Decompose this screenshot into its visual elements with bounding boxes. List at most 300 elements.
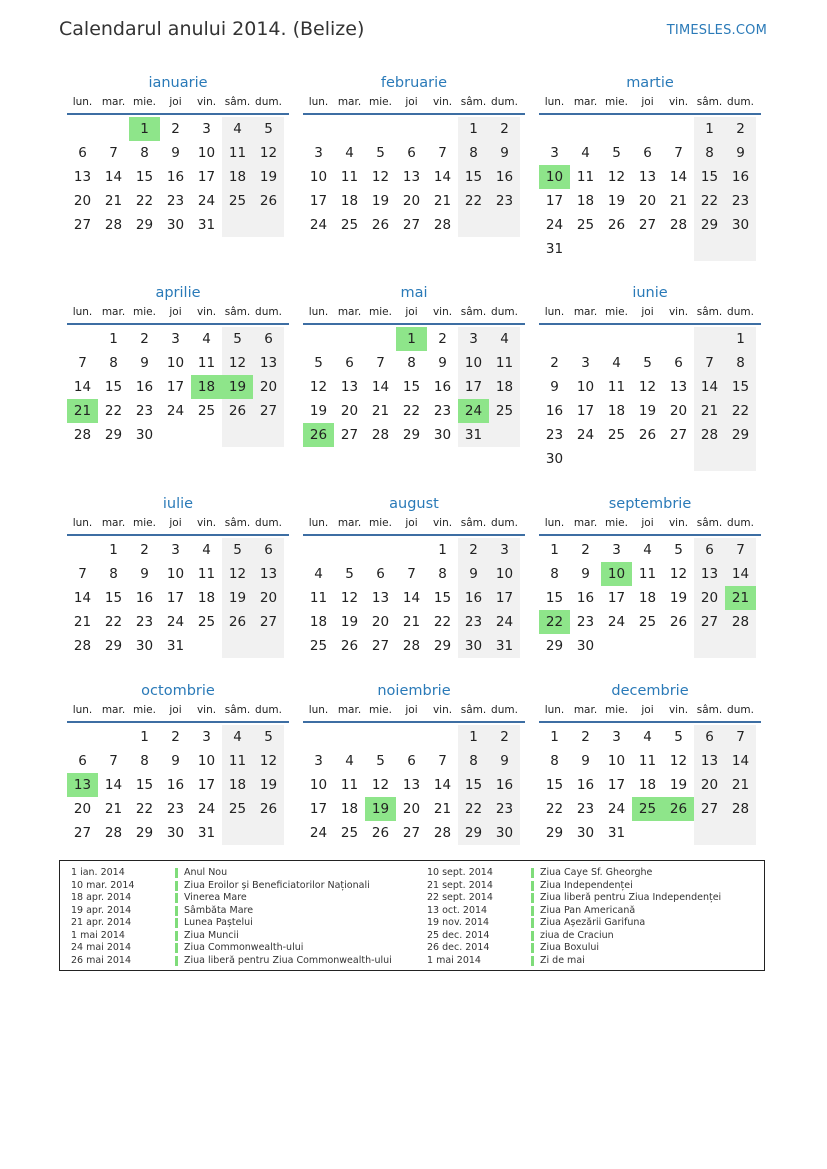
day-cell: 12 [340,590,359,606]
legend-date: 10 sept. 2014 [427,867,493,878]
day-cell: 29 [402,427,421,443]
day-empty [303,538,334,562]
day-cell: 14 [725,749,756,773]
day-empty [632,237,663,261]
day-empty [539,327,570,351]
day-empty [396,117,427,141]
day-cell: 8 [109,566,118,582]
day-cell: 15 [433,590,452,606]
day-cell-holiday: 1 [129,117,160,141]
day-cell: 4 [643,542,652,558]
legend-holiday-name: Ziua Caye Sf. Gheorghe [540,867,653,878]
day-cell: 8 [725,351,756,375]
day-empty [253,423,284,447]
day-cell: 21 [433,193,452,209]
day-cell: 17 [458,375,489,399]
day-cell: 25 [607,427,626,443]
day-cell: 23 [545,427,564,443]
day-cell: 11 [222,749,253,773]
weekday-label: lun. [72,306,93,318]
day-cell: 17 [607,590,626,606]
day-cell: 10 [458,351,489,375]
month-name: noiembrie [377,683,451,699]
day-cell: 17 [166,379,185,395]
month-februarie [303,72,525,237]
weekday-label: mar. [337,96,362,108]
day-empty [458,213,489,237]
weekday-label: joi [641,306,654,318]
legend-holiday-name: Ziua Eroilor și Beneficiatorilor Naționali [184,879,370,891]
day-cell: 28 [104,217,123,233]
day-cell: 17 [607,777,626,793]
day-cell: 29 [135,825,154,841]
day-empty [694,327,725,351]
day-cell: 21 [104,801,123,817]
day-cell: 14 [694,375,725,399]
weekday-label: lun. [308,517,329,529]
day-cell: 13 [253,562,284,586]
day-cell-holiday: 10 [539,165,570,189]
weekday-label: dum. [255,517,282,529]
weekday-label: dum. [491,306,518,318]
day-empty [253,213,284,237]
day-cell: 8 [407,355,416,371]
day-cell: 26 [253,189,284,213]
legend-marker [175,893,178,903]
weekday-label: sâm. [224,306,251,318]
day-cell: 2 [171,729,180,745]
legend-date: 21 apr. 2014 [71,917,132,928]
day-empty [632,634,663,658]
day-cell: 29 [545,825,564,841]
day-cell: 8 [109,355,118,371]
weekday-label: lun. [544,96,565,108]
day-empty [601,447,632,471]
day-grid [303,117,525,237]
day-empty [632,447,663,471]
day-empty [98,725,129,749]
day-cell: 9 [581,753,590,769]
day-cell: 19 [253,773,284,797]
legend-holiday-name: Ziua Pan Americană [540,904,636,916]
weekday-label: lun. [544,306,565,318]
day-empty [222,821,253,845]
day-cell: 25 [489,399,520,423]
weekday-label: mie. [133,517,156,529]
weekday-label: dum. [491,517,518,529]
day-cell: 17 [197,777,216,793]
day-cell: 10 [166,566,185,582]
day-cell: 12 [253,749,284,773]
month-name: septembrie [608,496,692,512]
day-cell: 20 [669,403,688,419]
weekday-label: mar. [337,306,362,318]
legend-marker [175,931,178,941]
day-empty [539,117,570,141]
day-cell: 1 [140,729,149,745]
day-cell: 14 [433,169,452,185]
day-cell: 1 [550,729,559,745]
month-aprilie [67,282,289,447]
day-cell: 23 [135,614,154,630]
day-empty [98,117,129,141]
day-cell: 6 [674,355,683,371]
day-cell: 27 [694,610,725,634]
legend-marker [531,918,534,928]
day-cell: 13 [73,169,92,185]
day-cell: 29 [545,638,564,654]
day-cell: 27 [402,217,421,233]
day-cell: 11 [197,355,216,371]
day-cell: 4 [489,327,520,351]
day-empty [725,447,756,471]
day-cell: 15 [725,375,756,399]
day-cell: 30 [576,825,595,841]
day-cell: 12 [669,753,688,769]
weekday-label: sâm. [224,517,251,529]
day-cell: 6 [253,327,284,351]
weekday-label: mie. [133,704,156,716]
day-empty [663,327,694,351]
day-cell: 28 [402,638,421,654]
day-cell: 1 [694,117,725,141]
day-cell: 26 [607,217,626,233]
day-cell: 4 [345,145,354,161]
day-empty [365,725,396,749]
legend-row [427,955,721,968]
day-empty [365,117,396,141]
legend-date: 1 mai 2014 [427,954,481,966]
day-cell: 2 [489,725,520,749]
legend-date: 21 sept. 2014 [427,879,493,891]
day-empty [725,634,756,658]
day-cell: 1 [725,327,756,351]
legend-date: 18 apr. 2014 [71,892,132,903]
weekday-label: joi [405,306,418,318]
legend-date: 19 nov. 2014 [427,917,490,928]
weekday-label: joi [169,704,182,716]
day-cell-holiday: 13 [67,773,98,797]
day-cell: 8 [458,141,489,165]
day-cell: 4 [314,566,323,582]
weekday-label: lun. [72,704,93,716]
weekday-label: mie. [369,704,392,716]
day-cell: 28 [694,423,725,447]
legend-marker [175,906,178,916]
day-grid [303,725,525,845]
day-cell: 7 [438,145,447,161]
weekday-header [303,94,525,115]
day-cell: 6 [78,753,87,769]
day-cell: 22 [545,801,564,817]
month-name: iulie [162,496,194,512]
legend-marker [175,956,178,966]
day-cell: 22 [458,797,489,821]
day-empty [725,237,756,261]
day-cell: 16 [725,165,756,189]
day-cell: 28 [371,427,390,443]
day-cell: 1 [458,725,489,749]
month-name: iunie [632,285,668,301]
day-grid [539,538,761,658]
day-cell: 27 [340,427,359,443]
day-cell: 6 [407,753,416,769]
day-cell: 28 [669,217,688,233]
day-cell: 20 [371,614,390,630]
day-cell: 27 [73,825,92,841]
day-cell: 22 [135,193,154,209]
day-cell: 2 [489,117,520,141]
month-mai [303,282,525,447]
day-cell: 3 [202,729,211,745]
day-cell: 19 [638,403,657,419]
weekday-label: mie. [133,96,156,108]
legend-row [71,880,392,893]
day-cell: 7 [78,355,87,371]
day-cell: 11 [222,141,253,165]
day-cell: 2 [581,729,590,745]
day-cell: 7 [725,725,756,749]
day-cell: 27 [402,825,421,841]
legend-holiday-name: Vinerea Mare [184,892,247,903]
legend-marker [175,881,178,891]
weekday-header [67,304,289,325]
weekday-header [303,515,525,536]
legend-column-right [427,867,721,967]
weekday-label: sâm. [224,704,251,716]
weekday-label: mie. [605,306,628,318]
day-cell: 4 [581,145,590,161]
day-cell: 25 [638,614,657,630]
day-empty [67,725,98,749]
day-cell: 17 [576,403,595,419]
weekday-label: dum. [255,96,282,108]
month-ianuarie [67,72,289,237]
day-cell: 21 [402,614,421,630]
day-cell: 18 [607,403,626,419]
month-august [303,493,525,658]
weekday-label: vin. [432,96,453,108]
legend-marker [175,868,178,878]
day-cell: 10 [309,169,328,185]
day-cell: 20 [402,193,421,209]
day-cell: 12 [309,379,328,395]
weekday-label: mar. [573,704,598,716]
legend-holiday-name: ziua de Craciun [540,929,614,941]
legend-marker [175,918,178,928]
legend-column-left [71,867,392,967]
day-cell: 29 [433,638,452,654]
weekday-label: vin. [196,306,217,318]
day-cell: 23 [576,614,595,630]
weekday-label: vin. [668,704,689,716]
day-cell: 24 [197,801,216,817]
day-cell: 5 [314,355,323,371]
legend-row [71,917,392,930]
day-cell: 8 [550,566,559,582]
day-cell: 20 [340,403,359,419]
day-cell: 9 [725,141,756,165]
legend-date: 24 mai 2014 [71,942,132,953]
weekday-label: mar. [573,96,598,108]
weekday-label: mie. [369,306,392,318]
day-cell: 31 [458,423,489,447]
day-cell: 2 [171,121,180,137]
weekday-label: dum. [491,96,518,108]
day-cell-holiday: 19 [222,375,253,399]
legend-marker [531,893,534,903]
day-cell: 7 [109,145,118,161]
day-empty [303,327,334,351]
day-cell: 13 [694,749,725,773]
day-cell: 28 [104,825,123,841]
day-cell: 31 [489,634,520,658]
legend-row [71,942,392,955]
day-cell: 5 [253,117,284,141]
day-cell-holiday: 18 [191,375,222,399]
day-cell: 7 [674,145,683,161]
brand-link[interactable]: TIMESLES.COM [666,23,767,38]
weekday-header [67,515,289,536]
day-empty [570,447,601,471]
day-cell: 12 [607,169,626,185]
day-cell: 25 [340,825,359,841]
weekday-label: mar. [101,306,126,318]
day-cell-holiday: 10 [601,562,632,586]
day-cell: 31 [197,825,216,841]
weekday-label: dum. [255,306,282,318]
day-cell: 7 [438,753,447,769]
day-cell: 18 [340,193,359,209]
weekday-label: dum. [255,704,282,716]
day-cell: 4 [202,331,211,347]
day-cell: 13 [638,169,657,185]
legend-row [427,905,721,918]
day-cell: 1 [458,117,489,141]
day-cell: 24 [166,403,185,419]
day-cell: 13 [253,351,284,375]
weekday-header [539,94,761,115]
day-cell: 12 [371,777,390,793]
month-name: februarie [380,75,448,91]
day-cell: 19 [607,193,626,209]
day-cell: 4 [345,753,354,769]
day-cell: 22 [433,614,452,630]
day-cell: 4 [222,725,253,749]
day-cell: 31 [545,241,564,257]
weekday-label: vin. [196,517,217,529]
day-cell: 13 [340,379,359,395]
day-cell: 1 [438,542,447,558]
day-empty [570,327,601,351]
day-cell: 26 [371,217,390,233]
weekday-label: mar. [573,306,598,318]
weekday-label: dum. [727,704,754,716]
day-cell: 8 [140,753,149,769]
day-cell: 18 [489,375,520,399]
day-cell: 17 [545,193,564,209]
legend-marker [175,943,178,953]
legend-holiday-name: Ziua liberă pentru Ziua Independenței [540,892,722,903]
day-empty [160,423,191,447]
day-cell: 12 [638,379,657,395]
day-cell: 4 [612,355,621,371]
legend-holiday-name: Ziua Commonwealth-ului [184,942,304,953]
weekday-label: mie. [605,517,628,529]
day-cell: 23 [166,193,185,209]
day-cell: 22 [402,403,421,419]
day-cell: 18 [222,165,253,189]
weekday-label: sâm. [696,306,723,318]
weekday-label: sâm. [460,96,487,108]
legend-date: 25 dec. 2014 [427,929,490,941]
weekday-label: mar. [101,96,126,108]
day-cell: 15 [402,379,421,395]
day-cell-holiday: 1 [396,327,427,351]
weekday-label: mie. [605,96,628,108]
day-cell: 15 [545,590,564,606]
day-cell: 31 [166,638,185,654]
month-martie [539,72,761,261]
legend-date: 26 mai 2014 [71,954,132,966]
day-cell: 13 [371,590,390,606]
weekday-label: mie. [605,704,628,716]
month-name: mai [400,285,428,301]
day-cell: 25 [340,217,359,233]
day-cell: 4 [643,729,652,745]
day-cell: 9 [550,379,559,395]
legend-row [427,880,721,893]
weekday-header [539,702,761,723]
weekday-label: sâm. [696,517,723,529]
legend-holiday-name: Lunea Paștelui [184,917,253,928]
day-cell: 8 [458,749,489,773]
weekday-header [539,304,761,325]
day-cell: 15 [458,773,489,797]
day-empty [427,117,458,141]
day-grid [67,117,289,237]
day-cell: 24 [607,801,626,817]
month-name: ianuarie [148,75,208,91]
legend-holiday-name: Zi de mai [540,954,585,966]
month-name: august [389,496,439,512]
day-cell: 16 [489,165,520,189]
day-cell: 6 [345,355,354,371]
weekday-label: lun. [544,517,565,529]
day-cell: 12 [222,351,253,375]
day-cell: 20 [253,586,284,610]
weekday-label: sâm. [224,96,251,108]
day-cell: 16 [433,379,452,395]
weekday-label: dum. [727,517,754,529]
day-cell: 9 [438,355,447,371]
weekday-label: vin. [196,704,217,716]
day-grid [67,538,289,658]
legend-row [71,955,392,968]
day-cell: 11 [576,169,595,185]
day-cell-holiday: 21 [725,586,756,610]
day-cell: 21 [73,614,92,630]
day-cell: 11 [638,753,657,769]
day-cell: 15 [135,169,154,185]
day-empty [253,634,284,658]
day-cell: 12 [253,141,284,165]
weekday-label: lun. [308,306,329,318]
legend-holiday-name: Anul Nou [184,867,228,878]
day-grid [303,327,525,447]
legend-row [427,917,721,930]
day-empty [191,634,222,658]
